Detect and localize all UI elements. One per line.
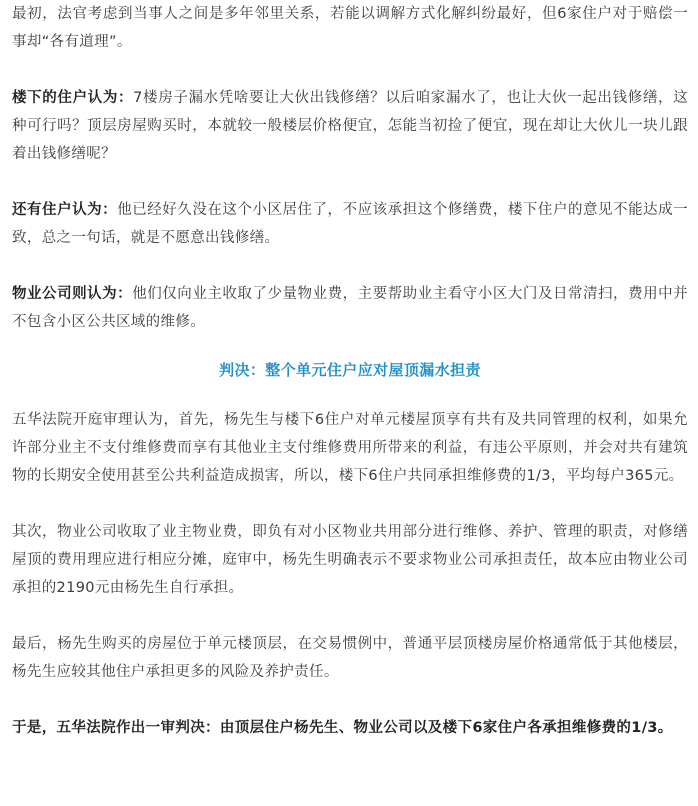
paragraph-verdict: 于是，五华法院作出一审判决：由顶层住户杨先生、物业公司以及楼下6家住户各承担维修费的1/3。 xyxy=(12,720,673,736)
spacer xyxy=(12,490,688,518)
paragraph-downstairs-residents xyxy=(12,84,688,168)
paragraph-court-second: 其次，物业公司收取了业主物业费，即负有对小区物业共用部分进行维修、养护、管理的职责，对修缮屋顶的费用理应进行相应分摊，庭审中，杨先生明确表示不要求物业公司承担责任，故本应由物业公司承担的2190元由杨先生自行承担。 xyxy=(12,524,688,596)
paragraph-court-last: 最后，杨先生购买的房屋位于单元楼顶层，在交易惯例中，普通平层顶楼房屋价格通常低于其他楼层，杨先生应较其他住户承担更多的风险及养护责任。 xyxy=(12,636,688,680)
paragraph-other-residents xyxy=(12,196,688,252)
paragraph-court-first: 五华法院开庭审理认为，首先，杨先生与楼下6住户对单元楼屋顶享有共有及共同管理的权利，如果允许部分业主不支付维修费而享有其他业主支付维修费用所带来的利益，有违公平原则，并会对共有建筑物的长期安全使用甚至公共利益造成损害，所以，楼下6住户共同承担维修费的1/3，平均每户365元。 xyxy=(12,412,688,484)
spacer xyxy=(12,686,688,714)
paragraph-property-company xyxy=(12,280,688,336)
spacer xyxy=(12,168,688,196)
section-heading: 判决：整个单元住户应对屋顶漏水担责 xyxy=(219,361,481,379)
spacer xyxy=(12,602,688,630)
paragraph-body: 他们仅向业主收取了少量物业费，主要帮助业主看守小区大门及日常清扫，费用中并不包含小区公共区域的维修。 xyxy=(12,286,688,330)
paragraph-lead: 还有住户认为： xyxy=(12,202,118,218)
paragraph-lead: 物业公司则认为： xyxy=(12,286,133,302)
paragraph-body: 他已经好久没在这个小区居住了，不应该承担这个修缮费，楼下住户的意见不能达成一致，总之一句话，就是不愿意出钱修缮。 xyxy=(12,202,689,246)
paragraph-lead: 楼下的住户认为： xyxy=(12,90,134,106)
paragraph-body: 7楼房子漏水凭啥要让大伙出钱修缮？以后咱家漏水了，也让大伙一起出钱修缮，这种可行吗？顶层房屋购买时，本就较一般楼层价格便宜，怎能当初捡了便宜，现在却让大伙儿一块儿跟着出钱修缮呢？ xyxy=(12,90,688,162)
spacer xyxy=(12,336,688,356)
spacer xyxy=(12,252,688,280)
spacer xyxy=(12,56,688,84)
spacer xyxy=(12,384,688,406)
paragraph-intro: 最初，法官考虑到当事人之间是多年邻里关系，若能以调解方式化解纠纷最好，但6家住户对于赔偿一事却“各有道理”。 xyxy=(12,6,688,50)
